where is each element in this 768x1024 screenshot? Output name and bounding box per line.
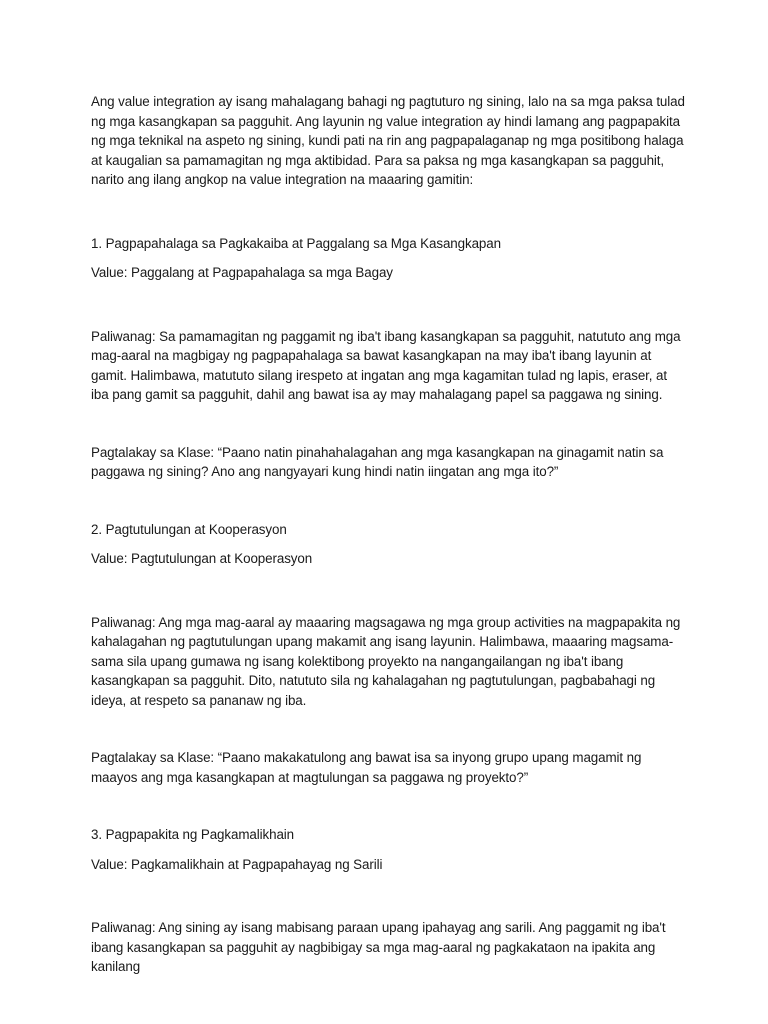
intro-paragraph: Ang value integration ay isang mahalagang bahagi ng pagtuturo ng sining, lalo na sa mga paksa tulad ng mga kasangkapan sa pagguhit. Ang layunin ng value integration ay hindi lamang ang pagpapakita ng mga teknikal na aspeto ng sining, kundi pati na rin ang pagpapalaganap ng mga positibong halaga at kaugalian sa pamamagitan ng mga aktibidad. Para sa paksa ng mga kasangkapan sa pagguhit, narito ang ilang angkop na value integration na maaaring gamitin:: [91, 94, 685, 187]
section-2-paliwanag: Paliwanag: Ang mga mag-aaral ay maaaring magsagawa ng mga group activities na magpapakita ng kahalagahan ng pagtutulungan upang makamit ang isang layunin. Halimbawa, maaaring magsama-sama sila upang gumawa ng isang kolektibong proyekto na nangangailangan ng iba't ibang kasangkapan sa pagguhit. Dito, natututo sila ng kahalagahan ng pagtutulungan, pagbabahagi ng ideya, at respeto sa pananaw ng iba.: [91, 614, 681, 708]
section-3-heading: 3. Pagpapakita ng Pagkamalikhain: [91, 827, 295, 842]
section-1-heading: 1. Pagpapahalaga sa Pagkakaiba at Paggalang sa Mga Kasangkapan: [91, 235, 501, 251]
section-2-talakay: Pagtalakay sa Klase: “Paano makakatulong ang bawat isa sa inyong grupo upang magamit ng maayos ang mga kasangkapan at magtulungan sa paggawa ng proyekto?”: [91, 750, 642, 785]
section-2-heading: 2. Pagtutulungan at Kooperasyon: [91, 521, 287, 537]
section-1-value: Value: Paggalang at Pagpapahalaga sa mga Bagay: [91, 265, 393, 280]
document-body: [91, 92, 687, 977]
section-1-paliwanag: Paliwanag: Sa pamamagitan ng paggamit ng iba't ibang kasangkapan sa pagguhit, natututo ang mga mag-aaral na magbigay ng pagpapahalaga sa bawat kasangkapan na may iba't ibang layunin at gamit. Halimbawa, matututo silang irespeto at ingatan ang mga kagamitan tulad ng lapis, eraser, at iba pang gamit sa pagguhit, dahil ang bawat isa ay may mahalagang papel sa paggawa ng sining.: [91, 328, 681, 402]
section-3-paliwanag: Paliwanag: Ang sining ay isang mabisang paraan upang ipahayag ang sarili. Ang paggamit ng iba't ibang kasangkapan sa pagguhit ay nagbibigay sa mga mag-aaral ng pagkakataon na ipakita ang kanilang: [91, 920, 666, 974]
section-3-value: Value: Pagkamalikhain at Pagpapahayag ng Sarili: [91, 856, 383, 872]
section-2-value: Value: Pagtutulungan at Kooperasyon: [91, 551, 313, 566]
section-1-talakay: Pagtalakay sa Klase: “Paano natin pinahahalagahan ang mga kasangkapan na ginagamit natin sa paggawa ng sining? Ano ang nangyayari kung hindi natin iingatan ang mga ito?”: [91, 444, 664, 479]
